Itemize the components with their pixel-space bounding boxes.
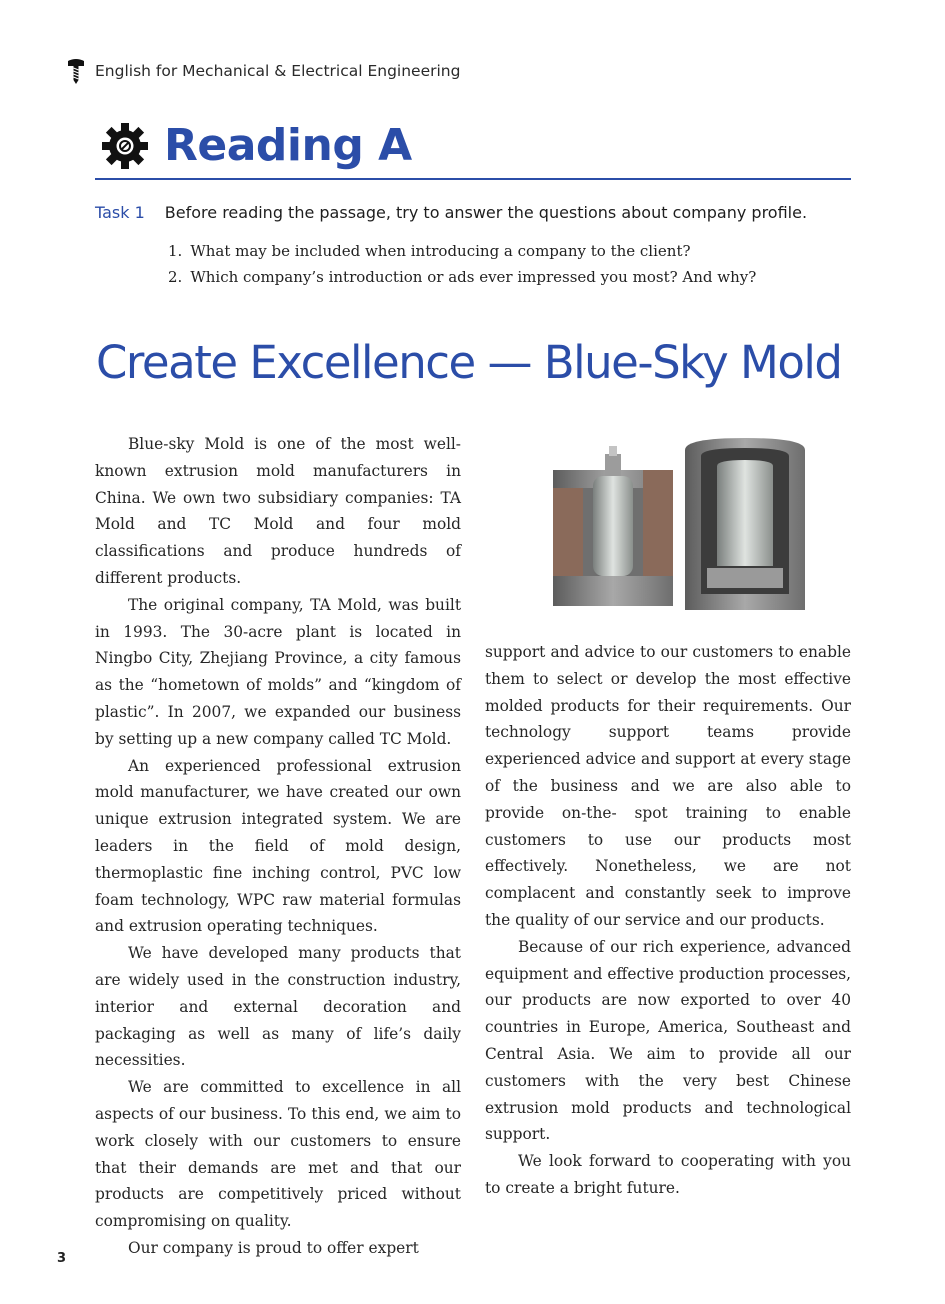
- paragraph: support and advice to our customers to enable them to select or develop the most effective molded products for their requirements. Our technology support teams provide experienced advice and support at every stage of the business and we are also able to provide on-the- spot training to enable customers to use our products most effectively. Nonetheless, we are not complacent and constantly seek to improve the quality of our service and our products.: [485, 643, 851, 929]
- screw-icon: [66, 58, 86, 84]
- question-number: 2.: [168, 268, 183, 286]
- task-instruction-line: [95, 203, 807, 222]
- question-text: What may be included when introducing a company to the client?: [190, 242, 691, 260]
- task-instruction: Before reading the passage, try to answer the questions about company profile.: [164, 203, 808, 222]
- heading-rule: [95, 178, 851, 180]
- section-title: Reading A: [164, 120, 412, 171]
- running-header: [66, 58, 460, 84]
- extrusion-mold-photo: [545, 436, 815, 616]
- section-heading: [100, 120, 412, 171]
- paragraph: Because of our rich experience, advanced equipment and effective production processes, our products are now exported to over 40 countries in Europe, America, Southeast and Central Asia. We aim to provide all our customers with the very best Chinese extrusion mold products and technological support.: [485, 937, 851, 1144]
- task-label: Task 1: [95, 203, 145, 222]
- question-number: 1.: [168, 242, 183, 260]
- running-title: English for Mechanical & Electrical Engineering: [95, 62, 461, 80]
- paragraph: Our company is proud to offer expert: [128, 1238, 419, 1257]
- paragraph: We are committed to excellence in all aspects of our business. To this end, we aim to work closely with our customers to ensure that their demands are met and that our products are competitively priced without compromising on quality.: [95, 1078, 461, 1231]
- question-text: Which company’s introduction or ads ever impressed you most? And why?: [190, 268, 757, 286]
- article-column-left: [95, 431, 461, 1262]
- paragraph: We have developed many products that are widely used in the construction industry, interior and external decoration and packaging as well as many of life’s daily necessities.: [95, 944, 461, 1070]
- paragraph: We look forward to cooperating with you to create a bright future.: [485, 1152, 851, 1197]
- gear-icon: [100, 121, 150, 171]
- paragraph: An experienced professional extrusion mold manufacturer, we have created our own unique extrusion integrated system. We are leaders in the field of mold design, thermoplastic fine inching control, PVC low foam technology, WPC raw material formulas and extrusion operating techniques.: [95, 756, 461, 936]
- article-column-right: [485, 639, 851, 1202]
- question-list: [168, 238, 756, 290]
- paragraph: Blue-sky Mold is one of the most well-known extrusion mold manufacturers in China. We own two subsidiary companies: TA Mold and TC Mold and four mold classifications and produce hundreds of different products.: [95, 435, 461, 587]
- page-number: 3: [57, 1251, 67, 1266]
- question-item: [168, 264, 756, 290]
- question-item: [168, 238, 756, 264]
- article-title: Create Excellence — Blue-Sky Mold: [96, 336, 842, 389]
- paragraph: The original company, TA Mold, was built in 1993. The 30-acre plant is located in Ningbo City, Zhejiang Province, a city famous as the “hometown of molds” and “kingdom of plastic”. In 2007, we expanded our business by setting up a new company called TC Mold.: [95, 595, 461, 748]
